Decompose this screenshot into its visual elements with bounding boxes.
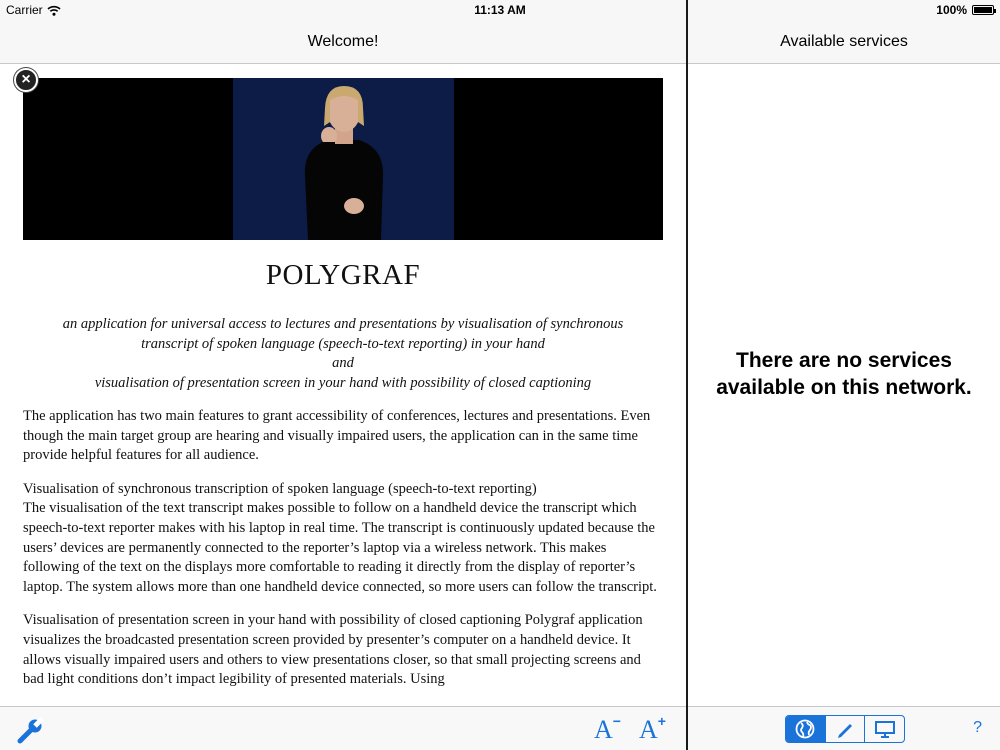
left-toolbar	[0, 706, 686, 750]
carrier-label: Carrier	[6, 3, 43, 17]
interpreter-video-frame	[233, 78, 454, 240]
interpreter-figure	[233, 78, 454, 240]
decrease-font-button[interactable]	[594, 713, 621, 745]
decrease-font-letter: A	[594, 715, 613, 744]
mode-segmented-control	[785, 715, 905, 743]
subtitle-line: an application for universal access to lectures and presentations by visualisation of synchronous	[62, 316, 624, 332]
increase-font-sign: +	[657, 713, 666, 729]
battery-info	[936, 3, 994, 17]
segment-presentation[interactable]	[865, 716, 904, 742]
services-panel	[688, 65, 1000, 706]
help-button[interactable]: ?	[973, 719, 982, 736]
document-subtitle	[23, 315, 663, 393]
page-title: Welcome!	[307, 32, 379, 50]
split-divider	[686, 0, 688, 750]
subtitle-line: transcript of spoken language (speech-to-text reporting) in your hand	[141, 335, 545, 352]
subtitle-line: and	[332, 355, 354, 371]
services-title: Available services	[780, 32, 908, 50]
status-bar	[0, 0, 1000, 20]
document-title: POLYGRAF	[265, 259, 421, 291]
document-body	[23, 255, 663, 690]
presentation-paragraph: Visualisation of presentation screen in your hand with possibility of closed captioning Polygraf application visualizes the broadcasted presentation screen provided by presenter’s computer on a handheld device. It allows visually impaired users and others to view presentations closer, so that small projecting screens and bad light conditions don’t impact legibility of presented materials. Using	[23, 612, 643, 688]
battery-percent: 100%	[936, 3, 967, 17]
no-services-line-2: available on this network.	[716, 376, 972, 399]
transcription-section	[23, 480, 663, 598]
globe-icon	[795, 719, 815, 739]
intro-paragraph: The application has two main features to grant accessibility of conferences, lectures and presentations. Even though the main target group are hearing and visually impaired users, the application can in the same time provide helpful features for all audience.	[23, 408, 651, 464]
welcome-nav-bar	[0, 20, 686, 64]
status-time: 11:13 AM	[474, 3, 526, 17]
pencil-icon	[835, 719, 855, 739]
close-icon: ×	[21, 71, 31, 88]
transcription-heading: Visualisation of synchronous transcription of spoken language (speech-to-text reporting)	[23, 480, 537, 497]
no-services-message	[688, 347, 1000, 401]
increase-font-letter: A	[639, 715, 658, 744]
subtitle-line: visualisation of presentation screen in your hand with possibility of closed captioning	[94, 374, 592, 391]
right-toolbar	[688, 706, 1000, 750]
monitor-icon	[874, 719, 896, 739]
battery-icon	[972, 5, 994, 15]
decrease-font-sign: −	[612, 713, 621, 729]
settings-button[interactable]	[16, 717, 44, 745]
wrench-icon	[16, 717, 44, 745]
sign-language-video[interactable]	[23, 78, 663, 240]
increase-font-button[interactable]	[639, 713, 666, 745]
segment-transcript[interactable]	[826, 716, 866, 742]
transcription-paragraph: The visualisation of the text transcript makes possible to follow on a handheld device the transcript which speech-to-text reporter makes with his laptop in real time. The transcript is continuously updated because the users’ devices are permanently connected to the reporter’s laptop via a wireless network. This makes following of the text on the displays more comfortable to reading it directly from the display of reporter’s laptop. The system allows more than one handheld device connected, so more users can follow the transcript.	[23, 500, 657, 595]
welcome-content[interactable]	[0, 65, 686, 706]
segment-network[interactable]	[786, 716, 826, 742]
no-services-line-1: There are no services	[736, 349, 952, 372]
services-nav-bar	[688, 20, 1000, 64]
close-video-button[interactable]	[14, 68, 38, 92]
